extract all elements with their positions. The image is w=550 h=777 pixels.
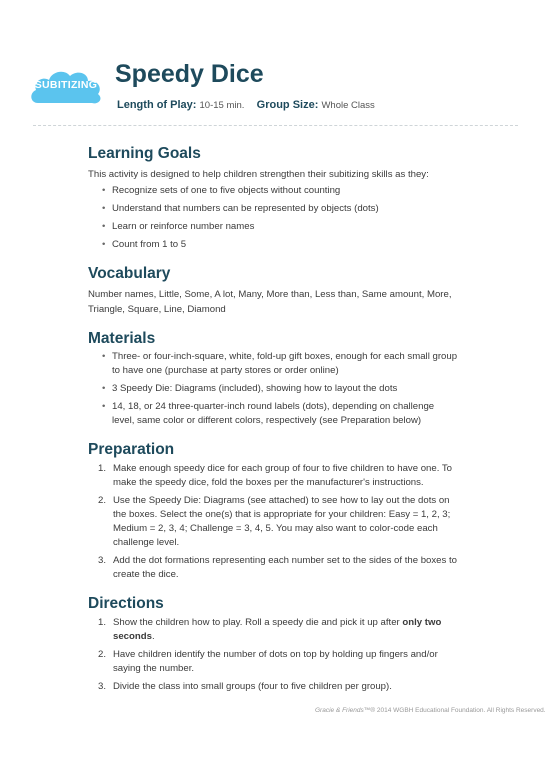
- learning-goals-list: [88, 184, 458, 252]
- vocabulary-text: Number names, Little, Some, A lot, Many, More than, Less than, Same amount, More, Triangle, Square, Line, Diamond: [88, 289, 452, 315]
- directions-section: [88, 594, 458, 694]
- item-number: 1.: [98, 617, 107, 628]
- learning-goals-intro: This activity is designed to help children strengthen their subitizing skills as they:: [88, 169, 429, 180]
- learning-goals-heading: Learning Goals: [88, 145, 201, 162]
- group-value: Whole Class: [321, 100, 375, 111]
- page-title: Speedy Dice: [115, 60, 264, 88]
- directions-list: [88, 616, 458, 694]
- item-text: Make enough speedy dice for each group of four to five children to have one. To make the speedy dice, fold the boxes per the manufacturer's instructions.: [113, 463, 453, 488]
- vocabulary-heading: Vocabulary: [88, 265, 171, 282]
- preparation-section: [88, 440, 458, 582]
- dashed-divider: [33, 125, 518, 126]
- list-item: • Recognize sets of one to five objects without counting: [102, 184, 458, 198]
- list-item: [98, 616, 458, 644]
- footer-rest: ® 2014 WGBH Educational Foundation. All Rights Reserved.: [370, 707, 546, 714]
- list-item: • Understand that numbers can be represented by objects (dots): [102, 202, 458, 216]
- item-number: 2.: [98, 649, 107, 660]
- list-item: • Three- or four-inch-square, white, fold-up gift boxes, enough for each small group to have one (purchase at party stores or order online): [102, 350, 458, 378]
- copyright-footer: [315, 707, 546, 714]
- activity-meta: [117, 99, 375, 111]
- item-text: Divide the class into small groups (four to five children per group).: [113, 681, 392, 692]
- activity-content: [88, 144, 458, 706]
- list-item: [98, 462, 458, 490]
- item-text-end: .: [151, 631, 155, 642]
- list-item: • Count from 1 to 5: [102, 238, 458, 252]
- length-label: Length of Play:: [117, 99, 197, 111]
- item-text: Have children identify the number of dots on top by holding up fingers and/or saying the number.: [113, 649, 438, 674]
- materials-heading: Materials: [88, 330, 156, 347]
- footer-brand: Gracie & Friends™: [315, 707, 371, 714]
- badge-label: SUBITIZING: [34, 79, 98, 91]
- materials-section: [88, 329, 458, 428]
- length-value: 10-15 min.: [199, 100, 245, 111]
- learning-goals-section: [88, 144, 458, 252]
- list-item: • 14, 18, or 24 three-quarter-inch round labels (dots), depending on challenge level, same color or different colors, respectively (see Preparation below): [102, 400, 458, 428]
- group-label: Group Size:: [256, 99, 319, 111]
- item-number: 2.: [98, 495, 107, 506]
- list-item: • Learn or reinforce number names: [102, 220, 458, 234]
- subitizing-badge: [28, 67, 104, 107]
- item-emphasis: only two seconds: [113, 617, 442, 642]
- list-item: [98, 680, 458, 694]
- preparation-heading: Preparation: [88, 441, 175, 458]
- item-text: Show the children how to play. Roll a speedy die and pick it up after: [113, 617, 403, 628]
- list-item: [98, 648, 458, 676]
- materials-list: [88, 350, 458, 428]
- preparation-list: [88, 462, 458, 582]
- vocabulary-section: [88, 264, 458, 317]
- directions-heading: Directions: [88, 595, 164, 612]
- item-number: 1.: [98, 463, 107, 474]
- item-number: 3.: [98, 681, 107, 692]
- item-number: 3.: [98, 555, 107, 566]
- list-item: [98, 494, 458, 550]
- list-item: [98, 554, 458, 582]
- list-item: • 3 Speedy Die: Diagrams (included), showing how to layout the dots: [102, 382, 458, 396]
- item-text: Add the dot formations representing each number set to the sides of the boxes to create the dice.: [113, 555, 457, 580]
- item-text: Use the Speedy Die: Diagrams (see attached) to see how to lay out the dots on the boxes. Select the one(s) that is appropriate for your children: Easy = 1, 2, 3; Medium = 2, 3, 4; Challenge = 3, 4, 5. You may also want to color-code each challenge level.: [113, 495, 451, 548]
